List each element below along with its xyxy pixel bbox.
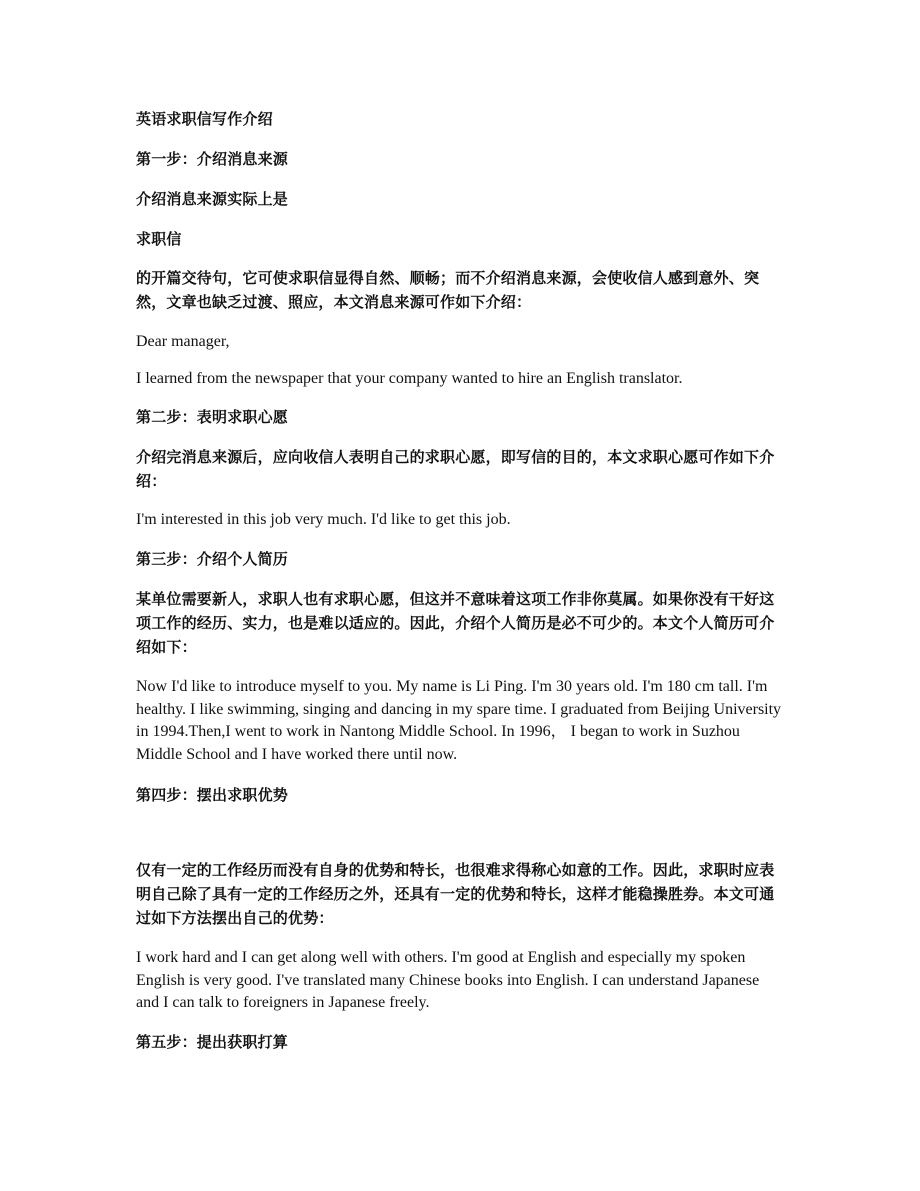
step3-intro-paragraph: 某单位需要新人，求职人也有求职心愿，但这并不意味着这项工作非你莫属。如果你没有干好这项工作的经历、实力，也是难以适应的。因此，介绍个人简历是必不可少的。本文个人简历可介绍如下：: [136, 590, 775, 656]
step2-heading: 第二步：表明求职心愿: [136, 408, 289, 426]
step5-heading: 第五步：提出获职打算: [136, 1033, 289, 1051]
step3-heading: 第三步：介绍个人简历: [136, 550, 289, 568]
step4-example: I work hard and I can get along well with others. I'm good at English and especially my spoken English is very good. I've translated many Chinese books into English. I can understand Japanese and I can talk to foreigners in Japanese freely.: [136, 949, 760, 1011]
step2-example: I'm interested in this job very much. I'd like to get this job.: [136, 511, 511, 528]
step4-intro-paragraph: 仅有一定的工作经历而没有自身的优势和特长，也很难求得称心如意的工作。因此，求职时应表明自己除了具有一定的工作经历之外，还具有一定的优势和特长，这样才能稳操胜券。本文可通过如下方法摆出自己的优势：: [136, 861, 775, 927]
step3-example: Now I'd like to introduce myself to you. My name is Li Ping. I'm 30 years old. I'm 180 cm tall. I'm healthy. I like swimming, singing and dancing in my spare time. I graduated from Beijing University in 1994.Then,I went to work in Nantong Middle School. In 1996， I began to work in Suzhou Middle School and I have worked there until now.: [136, 678, 782, 763]
step1-example-greeting: Dear manager,: [136, 333, 230, 350]
step1-intro-line-1: 介绍消息来源实际上是: [136, 190, 289, 208]
step4-heading: 第四步：摆出求职优势: [136, 786, 289, 804]
step1-heading: 第一步：介绍消息来源: [136, 150, 289, 168]
step2-intro-paragraph: 介绍完消息来源后，应向收信人表明自己的求职心愿，即写信的目的，本文求职心愿可作如下介绍：: [136, 448, 775, 490]
step1-intro-line-2: 求职信: [136, 230, 182, 248]
step1-example-body: I learned from the newspaper that your company wanted to hire an English translator.: [136, 370, 683, 387]
step1-intro-paragraph: 的开篇交待句，它可使求职信显得自然、顺畅；而不介绍消息来源，会使收信人感到意外、突然，文章也缺乏过渡、照应，本文消息来源可作如下介绍：: [136, 269, 760, 311]
document-title: 英语求职信写作介绍: [136, 110, 273, 128]
